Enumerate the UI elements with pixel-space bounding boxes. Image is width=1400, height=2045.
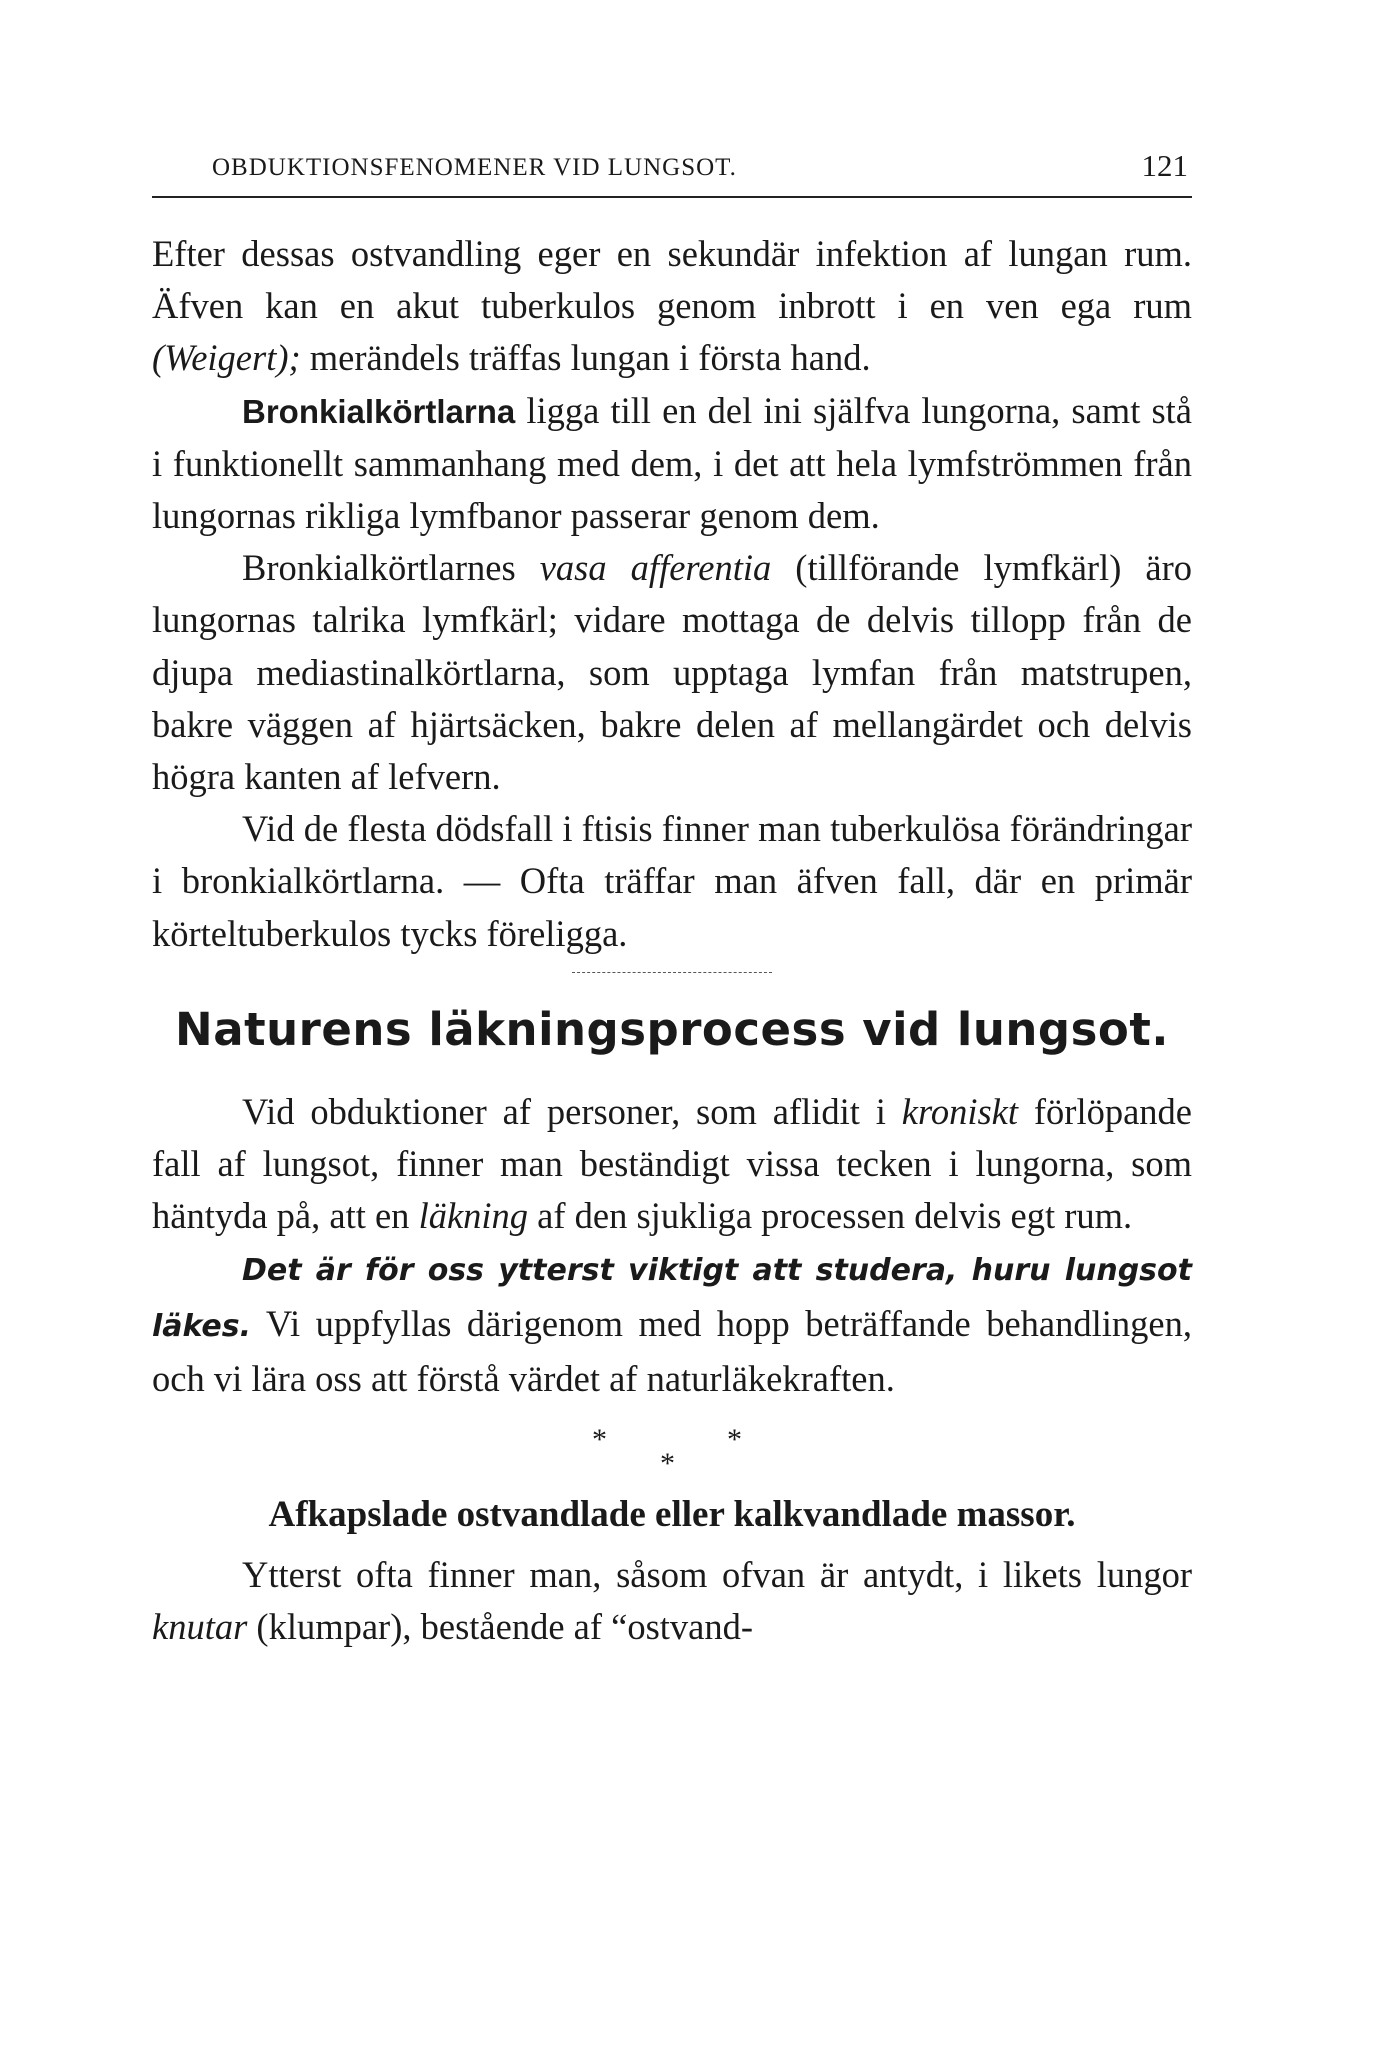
paragraph-lead-term: Bronkialkörtlarna <box>242 392 516 430</box>
paragraph-text: merändels träffas lungan i första hand. <box>300 337 871 379</box>
paragraph-text: (klumpar), bestående af “ostvand- <box>247 1606 754 1648</box>
paragraph <box>152 385 1192 543</box>
paragraph-text: Ytterst ofta finner man, såsom ofvan är antydt, i likets lungor <box>242 1554 1192 1596</box>
paragraph <box>152 228 1192 385</box>
paragraph-text: Vid obduktioner af personer, som aflidit i <box>242 1090 902 1132</box>
paragraph-text: (tillförande lymfkärl) äro lungornas talrika lymfkärl; vidare mottaga de delvis tillopp från de djupa mediastinalkörtlarna, som upptaga lymfan från matstrupen, bakre väggen af hjärtsäcken, bakre delen af mellangärdet och delvis högra kanten af lefvern. <box>152 547 1192 798</box>
running-title: OBDUKTIONSFENOMENER VID LUNGSOT. <box>212 154 737 181</box>
paragraph <box>152 1549 1192 1653</box>
subsection-heading: Afkapslade ostvandlade eller kalkvandlade massor. <box>268 1494 1076 1536</box>
paragraph-text: Bronkialkörtlarnes <box>242 547 540 589</box>
section-heading: Naturens läkningsprocess vid lungsot. <box>175 1002 1169 1056</box>
page-text <box>152 228 1192 1653</box>
paragraph-text: Efter dessas ostvandling eger en sekundär infektion af lungan rum. Äfven kan en akut tuberkulos genom inbrott i en ven ega rum <box>152 233 1192 327</box>
paragraph-text: ligga till en del ini själfva lungorna, samt stå i funktionellt sammanhang med dem, i det att hela lymfströmmen från lungornas rikliga lymfbanor passerar genom dem. <box>152 389 1192 537</box>
latin-term: vasa afferentia <box>539 547 772 589</box>
cited-name: (Weigert); <box>152 337 301 379</box>
paragraph-text: Vi uppfyllas därigenom med hopp beträffande behandlingen, och vi lära oss att förstå värdet af naturläkekraften. <box>152 1302 1192 1399</box>
page-number: 121 <box>1141 148 1188 183</box>
section-divider <box>572 972 772 974</box>
paragraph <box>152 1086 1192 1243</box>
emphasized-sentence: Det är för oss ytterst viktigt att studera, huru lungsot läkes. <box>152 1253 1192 1344</box>
paragraph-text: förlöpande fall af lungsot, finner man beständigt vissa tecken i lungorna, som häntyda på, att en <box>152 1090 1192 1237</box>
paragraph-text: Vid de flesta dödsfall i ftisis finner man tuberkulösa förändringar i bronkialkörtlarna. — Ofta träffar man äfven fall, där en primär körteltuberkulos tycks föreligga. <box>152 808 1192 954</box>
asterism-star: * <box>592 1423 607 1457</box>
asterism <box>152 1405 1192 1481</box>
running-head <box>152 148 1192 198</box>
emphasis: kroniskt <box>901 1090 1019 1132</box>
emphasis: läkning <box>418 1195 529 1237</box>
paragraph <box>152 1242 1192 1405</box>
paragraph <box>152 542 1192 803</box>
asterism-star: * <box>660 1447 675 1481</box>
paragraph-text: af den sjukliga processen delvis egt rum. <box>528 1195 1133 1237</box>
paragraph <box>152 803 1192 960</box>
book-page <box>152 148 1192 1653</box>
asterism-star: * <box>727 1423 742 1457</box>
emphasis: knutar <box>152 1606 248 1648</box>
